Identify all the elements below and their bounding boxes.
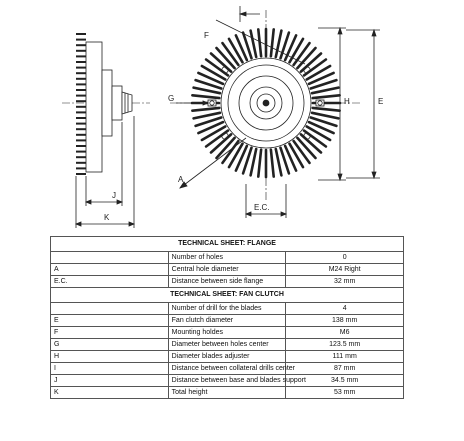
row-value: 123.5 mm [286, 339, 404, 351]
table-row [51, 303, 404, 315]
table-row [51, 363, 404, 375]
row-value: M6 [286, 327, 404, 339]
row-code: G [51, 339, 169, 351]
row-code: I [51, 363, 169, 375]
row-description: Distance between side flange [168, 276, 286, 288]
row-description: Distance between base and blades support [168, 375, 286, 387]
row-value: 32 mm [286, 276, 404, 288]
row-code [51, 303, 169, 315]
cooling-fin [194, 88, 220, 94]
row-description: Number of holes [168, 252, 286, 264]
row-code: E.C. [51, 276, 169, 288]
dimension-label-h: H [344, 97, 350, 106]
cooling-fin [192, 95, 219, 98]
flange-section [51, 237, 404, 288]
table-row [51, 375, 404, 387]
side-view [62, 34, 150, 228]
dimension-label-a: A [178, 175, 184, 184]
row-value: 87 mm [286, 363, 404, 375]
dimension-label-j: J [112, 191, 116, 200]
cooling-fin [307, 66, 330, 80]
dimension-label-e: E [378, 97, 384, 106]
cooling-fin [251, 31, 257, 57]
cooling-fin [192, 108, 219, 111]
cooling-fin [313, 108, 340, 111]
row-code: K [51, 387, 169, 399]
cooling-fin [290, 144, 304, 167]
row-value: 0 [286, 252, 404, 264]
cooling-fin [312, 88, 338, 94]
row-code: J [51, 375, 169, 387]
cooling-fin [194, 113, 220, 119]
table-row [51, 315, 404, 327]
cooling-fin [312, 113, 338, 119]
row-description: Number of drill for the blades [168, 303, 286, 315]
row-description: Central hole diameter [168, 264, 286, 276]
flange-title: TECHNICAL SHEET: FLANGE [51, 237, 404, 252]
cooling-fin [307, 127, 330, 141]
cooling-fin [229, 144, 243, 167]
table-row [51, 252, 404, 264]
dimension-label-f: F [204, 31, 209, 40]
cooling-fin [271, 150, 274, 177]
cooling-fin [251, 149, 257, 175]
table-row [51, 351, 404, 363]
cooling-fin [202, 66, 225, 80]
technical-sheet-table [50, 236, 404, 399]
flange-title-row [51, 237, 404, 252]
front-view [170, 6, 380, 218]
fan-clutch-section [51, 288, 404, 399]
row-value: 138 mm [286, 315, 404, 327]
dimension-label-g: G [168, 94, 175, 103]
cooling-fin [258, 29, 261, 56]
row-code: A [51, 264, 169, 276]
row-description: Total height [168, 387, 286, 399]
dimension-label-k: K [104, 213, 110, 222]
side-view-fins [76, 34, 86, 174]
cooling-fin [276, 31, 282, 57]
row-code [51, 252, 169, 264]
row-code: F [51, 327, 169, 339]
row-value: 34.5 mm [286, 375, 404, 387]
row-code: H [51, 351, 169, 363]
table-row [51, 387, 404, 399]
cooling-fin [271, 29, 274, 56]
row-description: Distance between collateral drills center [168, 363, 286, 375]
row-value: 111 mm [286, 351, 404, 363]
cooling-fin [258, 150, 261, 177]
row-description: Diameter between holes center [168, 339, 286, 351]
row-value: 4 [286, 303, 404, 315]
row-code: E [51, 315, 169, 327]
row-description: Diameter blades adjuster [168, 351, 286, 363]
row-value: 53 mm [286, 387, 404, 399]
table-row [51, 339, 404, 351]
row-description: Mounting holdes [168, 327, 286, 339]
cooling-fin [229, 39, 243, 62]
table-row [51, 264, 404, 276]
cooling-fin [276, 149, 282, 175]
cooling-fin [313, 95, 340, 98]
cooling-fin [202, 127, 225, 141]
row-description: Fan clutch diameter [168, 315, 286, 327]
cooling-fin [290, 39, 304, 62]
dimension-label-ec: E.C. [254, 203, 270, 212]
row-value: M24 Right [286, 264, 404, 276]
fan-clutch-title-row [51, 288, 404, 303]
table-row [51, 276, 404, 288]
table-row [51, 327, 404, 339]
fan-clutch-title: TECHNICAL SHEET: FAN CLUTCH [51, 288, 404, 303]
